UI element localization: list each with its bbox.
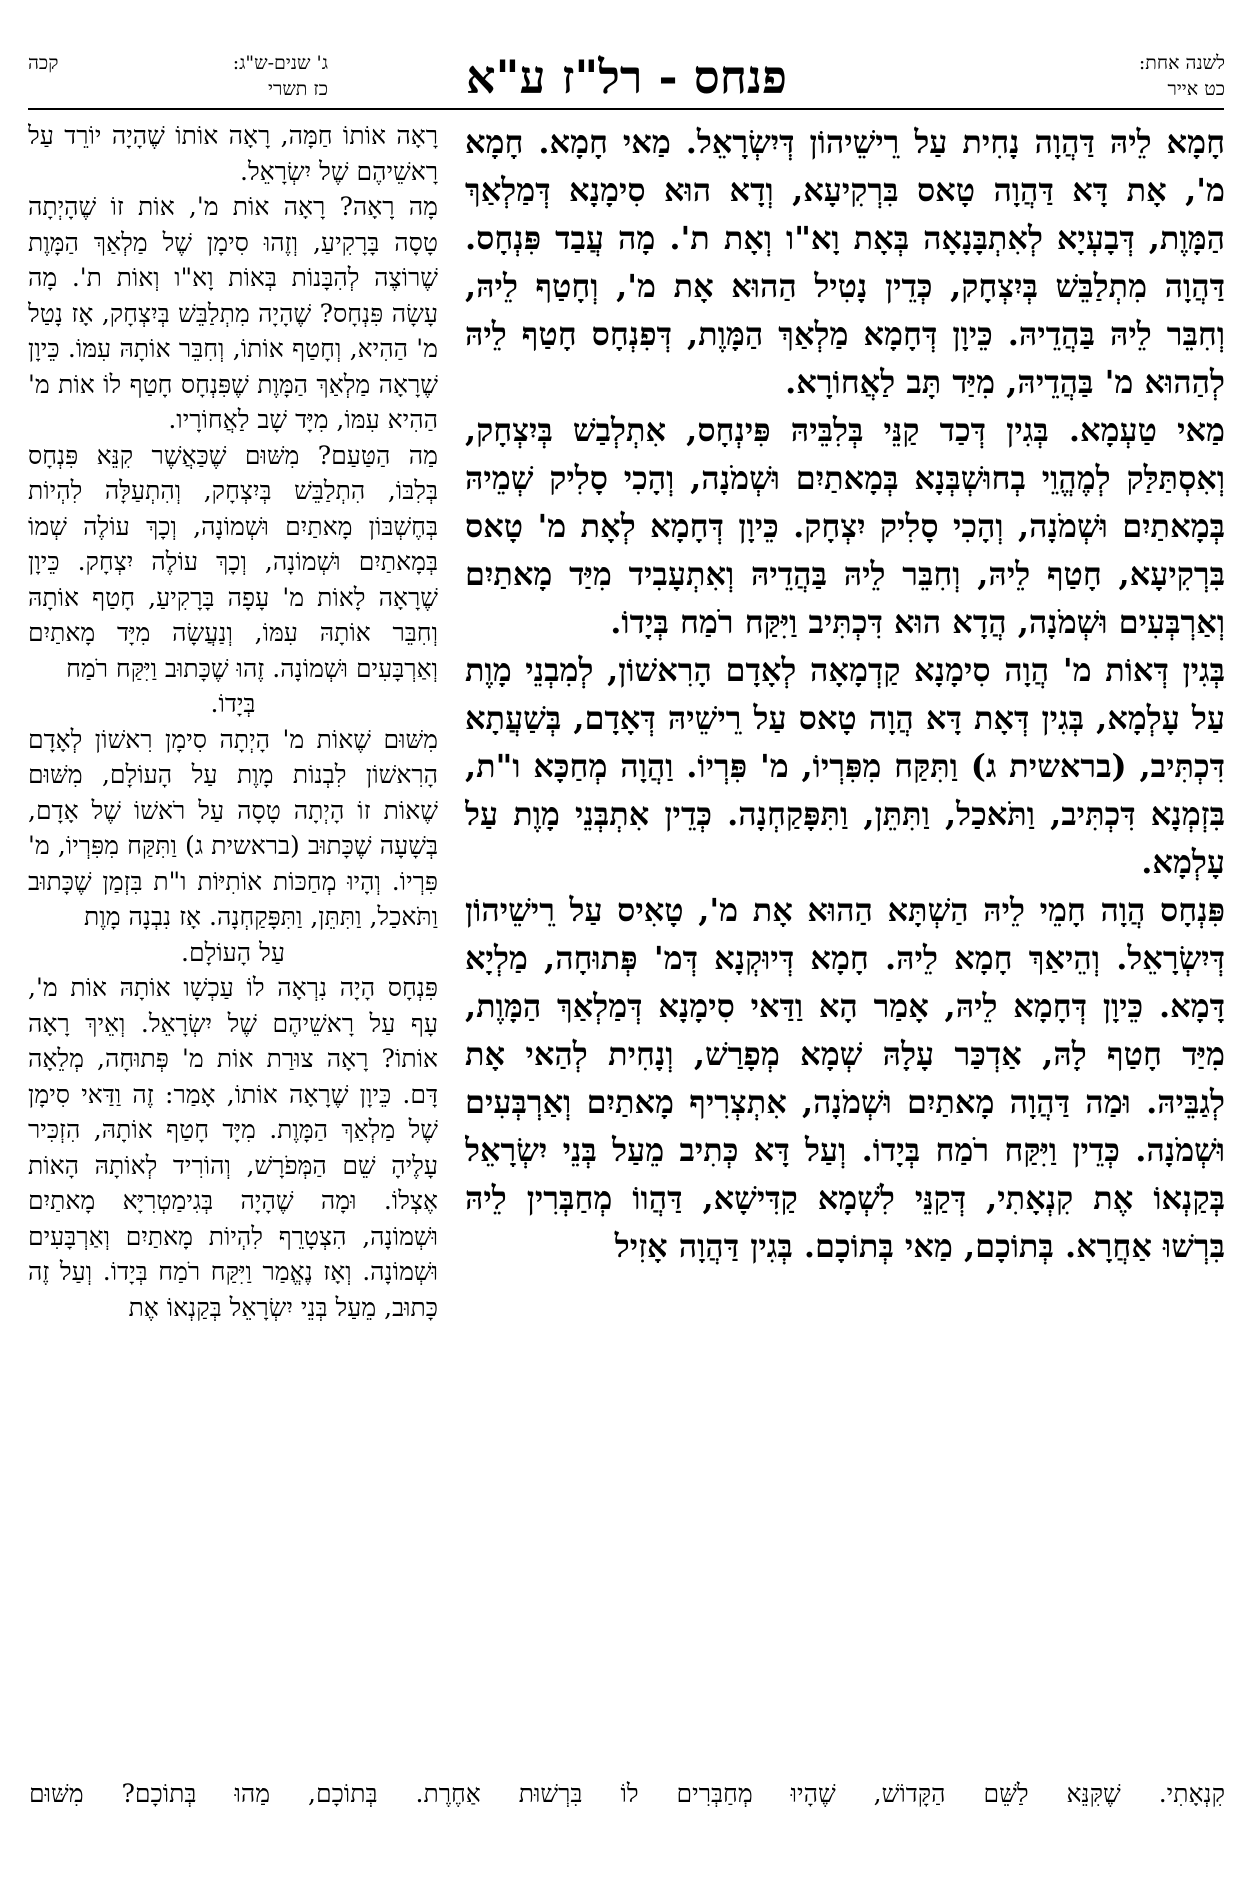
side-paragraph: מָה רָאָה? רָאָה אוֹת מ', אוֹת זוֹ שֶׁהָיְתָה טָסָה בָּרָקִיעַ, וְזֶהוּ סִימָן שֶׁל מַלְאַךְ הַמָּוֶת שֶׁרוֹצֶה לְהִבָּנוֹת בְּאוֹת וָא"ו וְאוֹת ת'. מָה עָשָׂה פִּנְחָס? שֶׁהָיָה מִתְלַבֵּשׁ בְּיִצְחָק, אָז נָטַל מ' הַהִיא, וְחָטַף אוֹתוֹ, וְחִבֵּר אוֹתָהּ עִמּוֹ. כֵּיוָן שֶׁרָאָה מַלְאַךְ הַמָּוֶת שֶׁפִּנְחָס חָטַף לוֹ אוֹת מ' הַהִיא עִמּוֹ, מִיָּד שָׁב לַאֲחוֹרָיו. (28, 192, 438, 434)
main-paragraph: פִּנְחָס הֲוָה חָמֵי לֵיהּ הַשְׁתָּא הַהוּא אָת מ', טָאִיס עַל רֵישֵׁיהוֹן דְּיִשְׂרָאֵל. וְהֵיאַךְ חָמָא לֵיהּ. חָמָא דְּיוּקְנָא דְּמ' פְּתוּחָה, מַלְיָא דָּמָא. כֵּיוָן דְּחָמָא לֵיהּ, אָמַר הָא וַדַּאי סִימָנָא דְּמַלְאַךְ הַמָּוֶת, מִיַּד חָטַף לָהּ, אַדְכַּר עָלָהּ שְׁמָא מְפָרַשׁ, וְנָחִית לְהַאי אָת לְגַבֵּיהּ. וּמַה דַּהֲוָה מָאתַיִם וּשְׁמֹנָה, אִתְצְרִיף מָאתַיִם וְאַרְבְּעִים וּשְׁמֹנָה. כְּדֵין וַיִּקַּח רֹמַח בְּיָדוֹ. וְעַל דָּא כְּתִיב מֵעַל בְּנֵי יִשְׂרָאֵל בְּקַנְאוֹ אֶת קִנְאָתִי, דְּקַנֵּי לִשְׁמָא קַדִּישָׁא, דַּהֲווֹ מְחַבְּרִין לֵיהּ בִּרְשׁוּ אַחֲרָא. בְּתוֹכָם, מַאי בְּתוֹכָם. בְּגִין דַּהֲוָה אָזִיל (465, 891, 1225, 1265)
header-left (28, 50, 328, 102)
side-paragraph: מַה הַטַּעַם? מִשּׁוּם שֶׁכַּאֲשֶׁר קִנֵּא פִּנְחָס בְּלִבּוֹ, הִתְלַבֵּשׁ בְּיִצְחָק, וְהִתְעַלָּה לִהְיוֹת בְּחֶשְׁבּוֹן מָאתַיִם וּשְׁמוֹנָה, וְכָךְ עוֹלֶה שְׁמוֹ בְּמָאתַיִם וּשְׁמוֹנָה, וְכָךְ עוֹלֶה יִצְחָק. כֵּיוָן שֶׁרָאָה לָאוֹת מ' עָפָה בָּרָקִיעַ, חָטַף אוֹתָהּ וְחִבֵּר אוֹתָהּ עִמּוֹ, וְנַעֲשָׂה מִיָּד מָאתַיִם וְאַרְבָּעִים וּשְׁמוֹנָה. זֶהוּ שֶׁכָּתוּב וַיִּקַּח רֹמַח (28, 440, 438, 683)
header-divider (28, 108, 1224, 110)
side-paragraph: פִּנְחָס הָיָה נִרְאָה לוֹ עַכְשָׁו אוֹתָהּ אוֹת מ', עָף עַל רָאשֵׁיהֶם שֶׁל יִשְׂרָאֵל. וְאֵיךְ רָאָה אוֹתוֹ? רָאָה צוּרַת אוֹת מ' פְּתוּחָה, מְלֵאָה דָּם. כֵּיוָן שֶׁרָאָה אוֹתוֹ, אָמַר: זֶה וַדַּאי סִימָן שֶׁל מַלְאַךְ הַמָּוֶת. מִיָּד חָטַף אוֹתָהּ, הִזְכִּיר עָלֶיהָ שֵׁם הַמְּפֹרָשׁ, וְהוֹרִיד לְאוֹתָהּ הָאוֹת אֶצְלוֹ. וּמָה שֶׁהָיָה בְּגִימַטְרִיָּא מָאתַיִם וּשְׁמוֹנָה, הִצְטָרֵף לִהְיוֹת מָאתַיִם וְאַרְבָּעִים וּשְׁמוֹנָה. וְאָז נֶאֱמַר וַיִּקַּח רֹמַח בְּיָדוֹ. וְעַל זֶה כָּתוּב, מֵעַל בְּנֵי יִשְׂרָאֵל בְּקַנְאוֹ אֶת (28, 973, 438, 1322)
footer-continuation-line: קִנְאָתִי. שֶׁקִּנֵּא לַשֵּׁם הַקָּדוֹשׁ, שֶׁהָיוּ מְחַבְּרִים לוֹ בִּרְשׁוּת אַחֶרֶת. בְּתוֹכָם, מַהוּ בְּתוֹכָם? מִשּׁוּם (29, 1779, 1225, 1808)
side-paragraph: עַל הָעוֹלָם. (181, 937, 285, 967)
header-right-bottom: כט אייר (1167, 78, 1225, 100)
page-title: פנחס - רל"ז ע"א (466, 50, 787, 104)
main-aramaic-column (465, 118, 1225, 1760)
translation-column (28, 118, 438, 1760)
side-paragraph: בְּיָדוֹ. (210, 689, 256, 718)
side-paragraph: רָאָה אוֹתוֹ חַמָּה, רָאָה אוֹתוֹ שֶׁהָיָה יוֹרֵד עַל רָאשֵׁיהֶם שֶׁל יִשְׂרָאֵל. (28, 121, 438, 186)
side-paragraph: מִשּׁוּם שֶׁאוֹת מ' הָיְתָה סִימָן רִאשׁוֹן לְאָדָם הָרִאשׁוֹן לִבְנוֹת מָוֶת עַל הָעוֹלָם, מִשּׁוּם שֶׁאוֹת זוֹ הָיְתָה טָסָה עַל רֹאשׁוֹ שֶׁל אָדָם, בְּשָׁעָה שֶׁכָּתוּב (בראשית ג) וַתִּקַּח מִפִּרְיוֹ, מ' פִּרְיוֹ. וְהָיוּ מְחַכּוֹת אוֹתִיּוֹת ו"ת בִּזְמַן שֶׁכָּתוּב וַתֹּאכַל, וַתִּתֵּן, וַתִּפָּקַחְנָה. אָז נִבְנָה מָוֶת (28, 724, 438, 931)
header-right-top: לשנה אחת: (1138, 52, 1225, 74)
main-paragraph: מַאי טַעְמָא. בְּגִין דְּכַד קַנֵּי בְּלִבֵּיהּ פִּינְחָס, אִתְלְבַשׁ בְּיִצְחָק, וְאִסְתַּלַּק לְמֶהֱוֵי בְחוּשְׁבְּנָא בְּמָאתַיִם וּשְׁמֹנָה, וְהָכִי סָלִיק שְׁמֵיהּ בְּמָאתַיִם וּשְׁמֹנָה, וְהָכִי סָלִיק יִצְחָק. כֵּיוָן דְּחָמָא לְאָת מ' טָאס בִּרְקִיעָא, חָטַף לֵיהּ, וְחִבֵּר לֵיהּ בַּהֲדֵיהּ וְאִתְעָבִיד מִיַּד מָאתַיִם וְאַרְבְּעִים וּשְׁמֹנָה, הֲדָא הוּא דִּכְתִּיב וַיִּקַּח רֹמַח בְּיָדוֹ. (465, 411, 1225, 641)
main-paragraph: חָמָא לֵיהּ דַּהֲוָה נָחִית עַל רֵישֵׁיהוֹן דְּיִשְׂרָאֵל. מַאי חָמָא. חָמָא מ', אָת דָּא דַּהֲוָה טָאס בִּרְקִיעָא, וְדָא הוּא סִימָנָא דְּמַלְאַךְ הַמָּוֶת, דְּבָעְיָא לְאִתְבָּנָאָה בְּאָת וָא"ו וְאָת ת'. מָה עֲבַד פִּנְחָס. דַּהֲוָה מִתְלַבֵּשׁ בְּיִצְחָק, כְּדֵין נָטִיל הַהוּא אָת מ', וְחָטַף לֵיהּ, וְחִבֵּר לֵיהּ בַּהֲדֵיהּ. כֵּיוָן דְּחָמָא מַלְאַךְ הַמָּוֶת, דְּפִנְחָס חָטַף לֵיהּ לְהַהוּא מ' בַּהֲדֵיהּ, מִיַּד תָּב לַאֲחוֹרָא. (465, 123, 1225, 401)
header-left-schedule: ג' שנים-ש"ג: (232, 52, 328, 74)
main-paragraph: בְּגִין דְּאוֹת מ' הֲוָה סִימָנָא קַדְמָאָה לְאָדָם הָרִאשׁוֹן, לְמִבְנֵי מָוֶת עַל עָלְמָא, בְּגִין דְּאָת דָּא הֲוָה טָאס עַל רֵישֵׁיהּ דְּאָדָם, בְּשַׁעֲתָא דִּכְתִּיב, (בראשית ג) וַתִּקַּח מִפִּרְיוֹ, מ' פִּרְיוֹ. וַהֲוָה מְחַכָּא ו"ת, בִּזְמְנָא דִּכְתִּיב, וַתֹּאכַל, וַתִּתֵּן, וַתִּפָּקַחְנָה. כְּדֵין אִתְבְּנֵי מָוֶת עַל עָלְמָא. (465, 651, 1225, 881)
header-left-page-number: קכה (28, 52, 59, 74)
header-left-bottom: כז תשרי (268, 78, 328, 100)
